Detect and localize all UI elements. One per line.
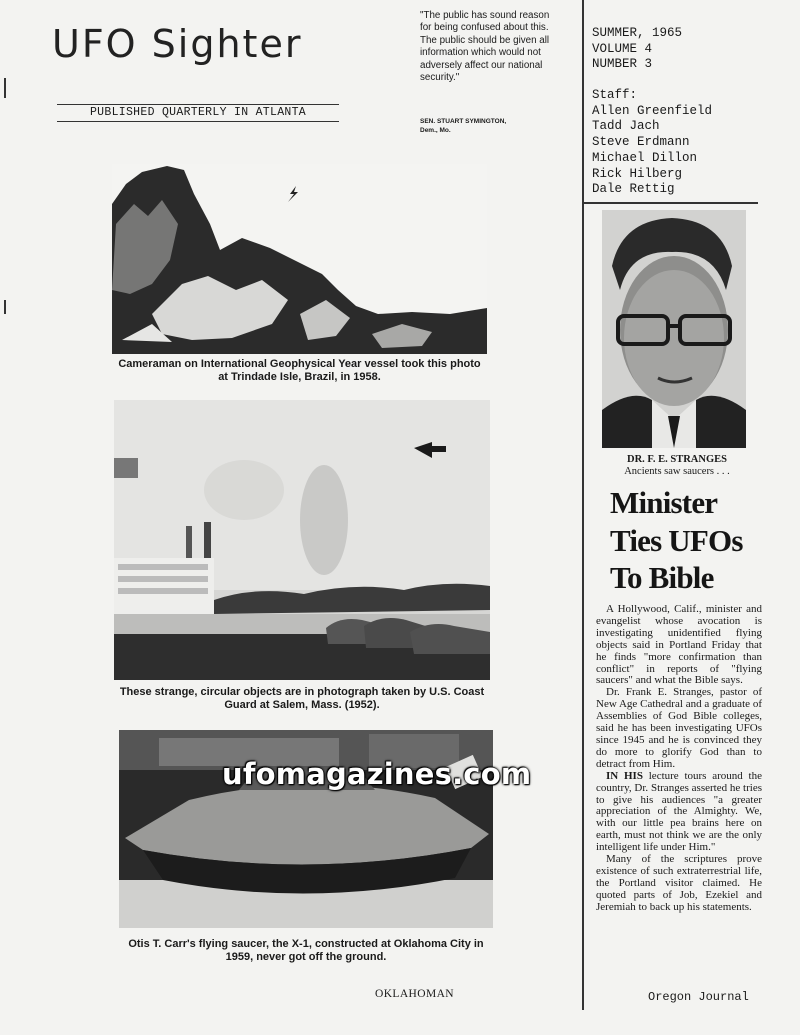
page-edge-mark [4,78,6,98]
staff-member: Rick Hilberg [592,166,683,181]
senator-quote: "The public has sound reason for being confused about this. The public should be given all information which would not adversely affect our national security." [420,10,550,84]
headline-line: Minister [610,485,718,520]
portrait-subcaption: Ancients saw saucers . . . [624,466,730,477]
article-paragraph: A Hollywood, Calif., minister and evangelist whose avocation is investigating unidentified flying objects said in Portland Friday that he finds "more confirmation than conflict" in reports of "flying saucers" and what the Bible says. [596,603,762,687]
quote-attribution-detail: Dem., Mo. [420,127,451,134]
quote-attribution [420,117,560,135]
issue-info [592,26,792,73]
staff-member: Tadd Jach [592,119,660,134]
staff-member: Steve Erdmann [592,135,690,150]
publication-subtitle: PUBLISHED QUARTERLY IN ATLANTA [57,104,339,122]
column-divider [582,0,584,1010]
watermark: ufomagazines.com [222,757,532,791]
photo-caption: Otis T. Carr's flying saucer, the X-1, constructed at Oklahoma City in 1959, never got off the ground. [128,938,484,963]
headline-line: To Bible [610,560,714,595]
issue-season: SUMMER, 1965 [592,26,683,40]
photo-caption: These strange, circular objects are in photograph taken by U.S. Coast Guard at Salem, Mass. (1952). [119,686,485,711]
staff-divider [584,202,758,204]
article-paragraph: Dr. Frank E. Stranges, pastor of New Age Cathedral and a graduate of Assemblies of God Bible colleges, said he has been investigating UFOs since 1945 and he is convinced they do more to glorify God than to detract from Him. [596,686,762,770]
portrait-caption [592,454,762,478]
issue-number: NUMBER 3 [592,57,653,71]
portrait-photo [602,210,746,448]
staff-member: Michael Dillon [592,150,698,165]
issue-volume: VOLUME 4 [592,41,653,56]
staff-member: Allen Greenfield [592,103,713,118]
headline-line: Ties UFOs [610,522,743,558]
photo-credit: OKLAHOMAN [375,988,454,1000]
photo-trindade-isle [112,164,487,354]
staff-list [592,88,792,198]
masthead-title: UFO Sighter [52,22,303,66]
photo-caption: Cameraman on International Geophysical Year vessel took this photo at Trindade Isle, Brazil, in 1958. [118,358,481,383]
article-headline [610,484,790,597]
article-paragraph: Many of the scriptures prove existence of such extraterrestrial life, the Portland visitor claimed. He quoted parts of Job, Ezekiel and Jeremiah to back up his statements. [596,853,762,913]
quote-attribution-name: SEN. STUART SYMINGTON, [420,118,507,125]
staff-heading: Staff: [592,88,638,102]
article-body [596,604,762,914]
staff-member: Dale Rettig [592,182,675,197]
page-edge-mark [4,300,6,314]
portrait-name: DR. F. E. STRANGES [627,454,727,465]
article-paragraph: IN HIS lecture tours around the country, Dr. Stranges asserted he tries to give his audiences "a greater appreciation of the Almighty. We, with our little pea brains here on earth, must not think we are the only intelligent life under Him." [596,769,762,854]
article-source: Oregon Journal [648,990,749,1004]
photo-salem [114,400,490,680]
